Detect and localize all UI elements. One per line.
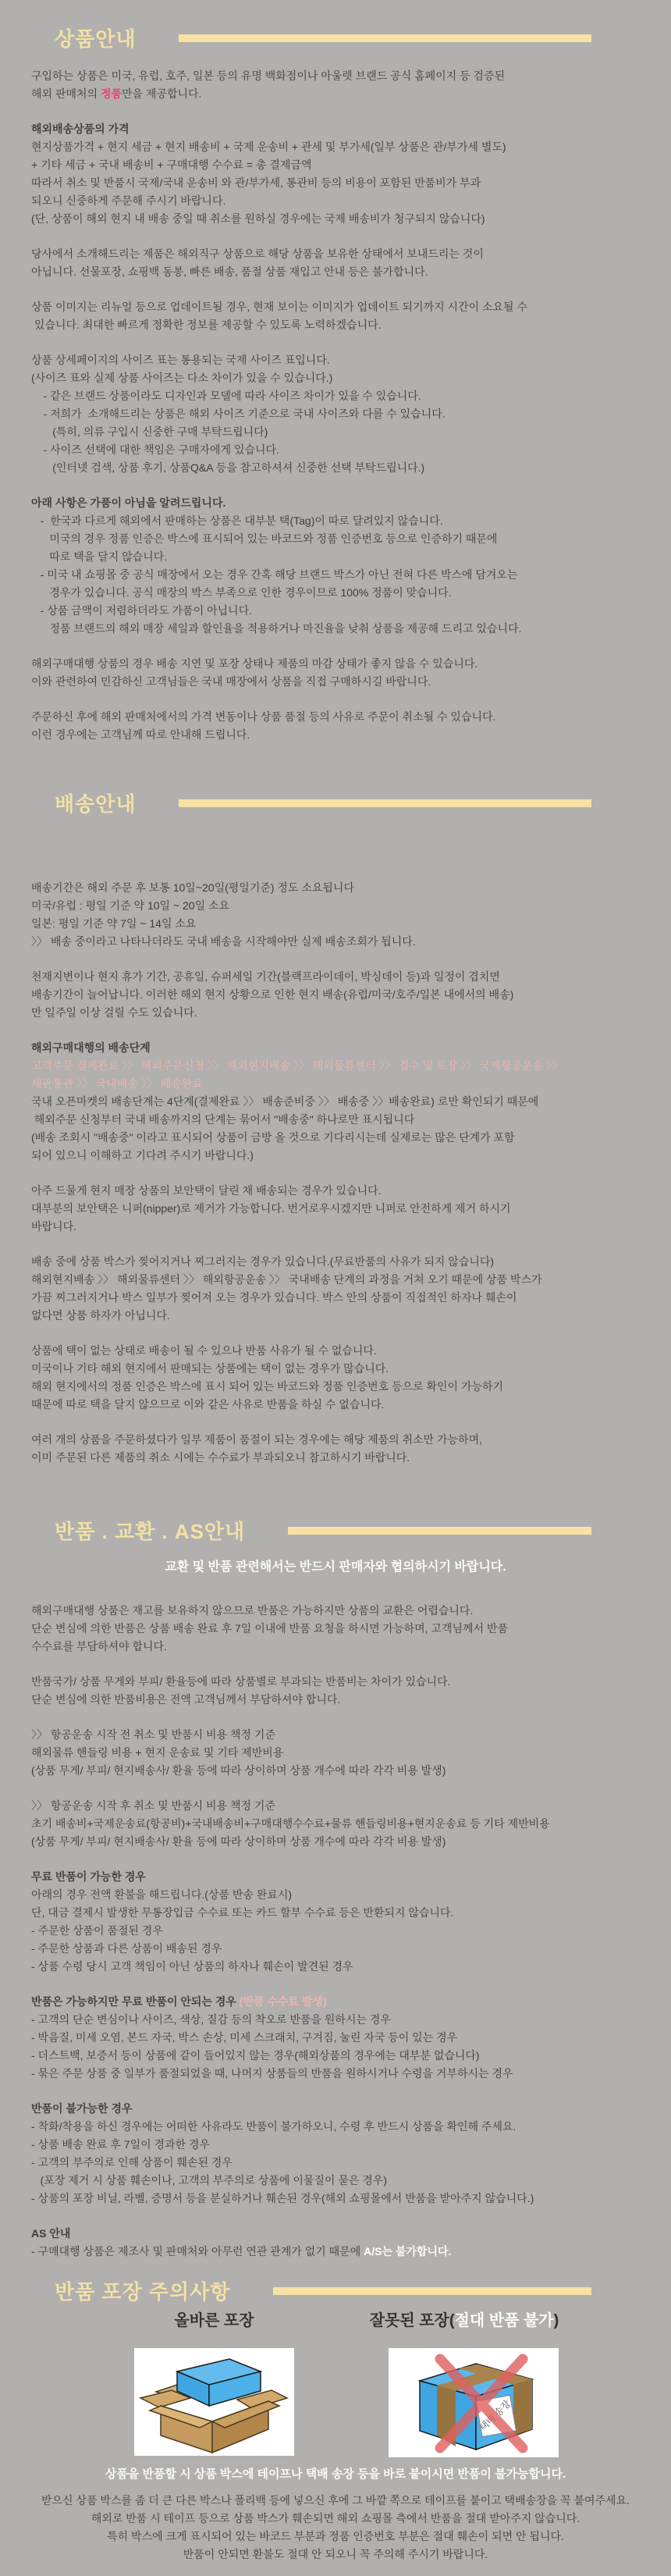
text-line: 특히 박스에 크게 표시되어 있는 바코드 부분과 정품 인증번호 부분은 절대 훼손이 되면 안 됩니다. <box>107 2530 564 2542</box>
wrong-packing-title-post: ) <box>553 2312 559 2329</box>
packing-warning-line: 상품을 반품할 시 상품 박스에 테이프나 택배 송장 등을 바로 붙이시면 반품이 불가능합니다. <box>105 2467 566 2481</box>
text-line: - 착화/착용을 하신 경우에는 어떠한 사유라도 반품이 불가하오니, 수령 후 반드시 상품을 확인해 주세요. <box>31 2120 517 2133</box>
correct-packing-image <box>134 2348 294 2456</box>
text-line: 미국이나 기타 해외 현지에서 판매되는 상품에는 택이 없는 경우가 많습니다. <box>31 1362 389 1375</box>
text-line: - 한국과 다르게 해외에서 판매하는 상품은 대부분 택(Tag)이 따로 달려있지 않습니다. <box>31 514 443 527</box>
product-section-body <box>31 67 641 761</box>
text-line: 단, 대금 결제시 발생한 무통장입금 수수료 또는 카드 할부 수수료 등은 반환되지 않습니다. <box>31 1906 454 1919</box>
paragraph <box>31 1797 641 1851</box>
wrong-packing-image <box>389 2348 559 2457</box>
wrong-packing-title <box>336 2307 593 2330</box>
paragraph <box>31 494 641 638</box>
text-line: 해외배송상품의 가격 <box>31 123 130 135</box>
text-line: 이와 관련하여 민감하신 고객님들은 국내 매장에서 상품을 직접 구매하시길 바랍니다. <box>31 675 431 688</box>
text-line: 상품 이미지는 리뉴얼 등으로 업데이트될 경우, 현재 보이는 이미지가 업데이트 되기까지 시간이 소요될 수 <box>31 301 527 313</box>
text-line: 해외 판매처의 정품만을 제공합니다. <box>31 87 202 100</box>
text-line: 대부분의 보안택은 니퍼(nipper)로 제거가 가능합니다. 번거로우시겠지만 니퍼로 안전하게 제거 하시기 <box>31 1202 511 1215</box>
text-line: 해외구매대행 상품의 경우 배송 지연 및 포장 상태나 제품의 마감 상태가 좋지 않을 수 있습니다. <box>31 657 478 670</box>
paragraph <box>31 879 641 951</box>
paragraph <box>31 298 641 334</box>
text-line: 해외구매대행의 배송단계 <box>31 1041 151 1054</box>
text-line: 단순 변심에 의한 반품은 상품 배송 완료 후 7일 이내에 반품 요청을 하시면 가능하며, 고객님께서 반품 <box>31 1622 508 1635</box>
text-line: 천재지변이나 현지 휴가 기간, 공휴일, 슈퍼세일 기간(블랙프라이데이, 박싱데이 등)과 일정이 겹치면 <box>31 970 500 983</box>
text-line: - 고객의 단순 변심이나 사이즈, 색상, 질감 등의 착오로 반품을 원하시는 경우 <box>31 2013 391 2026</box>
section-title-bar <box>179 799 591 807</box>
text-line: 〉〉 배송 중이라고 나타나더라도 국내 배송을 시작해야만 실제 배송조회가 됩니다. <box>31 935 416 948</box>
text-line: 초기 배송비+국제운송료(항공비)+국내배송비+구매대행수수료+물류 핸들링비용+현지운송료 등 기타 제반비용 <box>31 1817 550 1830</box>
text-line: 있습니다. 최대한 빠르게 정확한 정보를 제공할 수 있도록 노력하겠습니다. <box>31 318 382 331</box>
text-line: 해외물류 핸들링 비용 + 현지 운송료 및 기타 제반비용 <box>31 1746 284 1759</box>
paragraph <box>31 1431 641 1467</box>
text-line: - 저희가 소개해드리는 상품은 해외 사이즈 기준으로 국내 사이즈와 다를 수 있습니다. <box>31 407 446 420</box>
section-header-packing <box>0 2276 671 2305</box>
text-line: 미국의 경우 정품 인증은 박스에 표시되어 있는 바코드와 정품 인증번호 등으로 인증하기 때문에 <box>31 532 498 545</box>
paragraph <box>31 1673 641 1709</box>
text-line: (배송 조회시 "배송중" 이라고 표시되어 상품이 금방 올 것으로 기다리시는데 실제로는 많은 단계가 포함 <box>31 1131 515 1144</box>
text-line: 단순 변심에 의한 반품비용은 전액 고객님께서 부담하셔야 합니다. <box>31 1693 341 1706</box>
wrong-packing-title-pre: 잘못된 포장( <box>369 2312 455 2329</box>
text-line: 〉〉 항공운송 시작 전 취소 및 반품시 비용 책정 기준 <box>31 1728 275 1741</box>
text-line: - 고객의 부주의로 인해 상품이 훼손된 경우 <box>31 2156 233 2169</box>
text-line: - 사이즈 선택에 대한 책임은 구매자에게 있습니다. <box>31 443 279 456</box>
text-line: + 기타 세금 + 국내 배송비 + 구매대행 수수료 = 총 결제금액 <box>31 158 312 171</box>
text-line: 아닙니다. 선물포장, 쇼핑백 동봉, 빠른 배송, 품절 상품 재입고 안내 등은 불가합니다. <box>31 265 428 278</box>
paragraph <box>31 67 641 103</box>
text-line: - 박음질, 미세 오염, 본드 자국, 박스 손상, 미세 스크래치, 구겨짐, 눌린 자국 등이 있는 경우 <box>31 2031 458 2044</box>
text-line: 고객주문 결제완료 〉〉 해외주문신청 〉〉 해외현지배송 〉〉 해외물류센터 〉〉 검수 및 포장 〉〉 국제항공운송 〉〉 <box>31 1059 563 1072</box>
text-line: (특히, 의류 구입시 신중한 구매 부탁드립니다) <box>31 425 268 438</box>
text-line: - 구매대행 상품은 제조사 및 판매처와 아무런 연관 관계가 없기 때문에 A/S는 불가합니다. <box>31 2245 452 2258</box>
text-line: 일본: 평일 기준 약 7일 ~ 14일 소요 <box>31 917 197 930</box>
section-header-shipping <box>0 788 671 817</box>
text-line: (단, 상품이 해외 현지 내 배송 중일 때 취소를 원하실 경우에는 국제 배송비가 청구되지 않습니다) <box>31 212 485 225</box>
text-line: 구입하는 상품은 미국, 유럽, 호주, 일본 등의 유명 백화점이나 아울렛 브랜드 공식 홈페이지 등 검증된 <box>31 69 506 82</box>
text-line: 정품 브랜드의 해외 매장 세일과 할인율을 적용하거나 마진율을 낮춰 상품을 제공해 드리고 있습니다. <box>31 622 522 635</box>
paragraph <box>31 2225 641 2261</box>
paragraph <box>31 1039 641 1165</box>
text-line: 반품이 안되면 환불도 절대 안 되오니 꼭 주의해 주시기 바랍니다. <box>183 2548 488 2560</box>
text-line: - 미국 내 쇼핑몰 중 공식 매장에서 오는 경우 간혹 해당 브랜드 박스가 아닌 전혀 다른 박스에 담겨오는 <box>31 568 518 581</box>
text-line: 없다면 상품 하자가 아닙니다. <box>31 1309 170 1322</box>
text-line: 해외로 반품 시 테이프 등으로 상품 박스가 훼손되면 해외 쇼핑몰 측에서 반품을 절대 받아주지 않습니다. <box>91 2512 580 2524</box>
taped-box-icon <box>389 2348 559 2457</box>
text-line: 반품국가/ 상품 무게와 부피/ 환율등에 따라 상품별로 부과되는 반품비는 차이가 있습니다. <box>31 1675 451 1688</box>
text-line: 되오니 신중하게 주문해 주시기 바랍니다. <box>31 194 226 207</box>
paragraph <box>31 1253 641 1325</box>
section-title-bar <box>273 2287 591 2295</box>
text-line: 배송기간이 늘어납니다. 이러한 해외 현지 상황으로 인한 현지 배송(유럽/미국/호주/일본 내에서의 배송) <box>31 988 514 1001</box>
section-header-product <box>0 23 671 52</box>
text-line: (인터넷 검색, 상품 후기, 상품Q&A 등을 참고하셔셔 신중한 선택 부탁드립니다.) <box>31 461 425 474</box>
paragraph <box>31 1342 641 1414</box>
text-line: 세관통관 〉〉 국내배송 〉〉 배송완료 <box>31 1077 203 1090</box>
text-line: 받으신 상품 박스를 좀 더 큰 다른 박스나 폴리백 등에 넣으신 후에 그 바깥 쪽으로 테이프를 붙이고 택배송장을 꼭 붙여주세요. <box>41 2494 630 2507</box>
text-line: 만 일주일 이상 걸릴 수도 있습니다. <box>31 1006 197 1019</box>
returns-section-body <box>31 1602 641 2278</box>
text-line: 현지상품가격 + 현지 세금 + 현지 배송비 + 국제 운송비 + 관세 및 부가세(일부 상품은 관/부가세 별도) <box>31 141 506 153</box>
section-title-bar <box>179 34 591 42</box>
text-line: 상품 상세페이지의 사이즈 표는 통용되는 국제 사이즈 표입니다. <box>31 354 330 366</box>
text-line: - 같은 브랜드 상품이라도 디자인과 모델에 따라 사이즈 차이가 있을 수 있습니다. <box>31 390 421 402</box>
text-line: 바랍니다. <box>31 1220 76 1233</box>
wrong-packing-title-em: 절대 반품 불가 <box>454 2312 554 2329</box>
text-line: - 주문한 상품과 다른 상품이 배송된 경우 <box>31 1942 222 1955</box>
paragraph <box>31 120 641 228</box>
paragraph <box>31 1182 641 1236</box>
paragraph <box>31 1868 641 1976</box>
text-line: 때문에 따로 택을 달지 않으므로 이와 같은 사유로 반품을 하실 수 없습니다. <box>31 1398 385 1411</box>
paragraph <box>31 1726 641 1780</box>
text-line: 아래 사항은 가품이 아님을 알려드립니다. <box>31 496 226 509</box>
text-line: - 더스트백, 보증서 등이 상품에 같이 들어있지 않는 경우(해외상품의 경우에는 대부분 없습니다) <box>31 2049 480 2062</box>
text-line: 반품이 불가능한 경우 <box>31 2102 133 2115</box>
returns-notice: 교환 및 반품 관련해서는 반드시 판매자와 협의하시기 바랍니다. <box>165 1560 506 1574</box>
packing-footer-lines <box>0 2492 671 2564</box>
text-line: - 묶은 주문 상품 중 일부가 품절되었을 때, 나머지 상품들의 반품을 원하시거나 수령을 거부하시는 경우 <box>31 2067 513 2080</box>
text-line: 국내 오픈마켓의 배송단계는 4단계(결제완료 〉〉 배송준비중 〉〉 배송중 〉〉배송완료) 로만 확인되기 때문에 <box>31 1095 539 1108</box>
text-line: 주문하신 후에 해외 판매처에서의 가격 변동이나 상품 품절 등의 사유로 주문이 취소될 수 있습니다. <box>31 710 496 723</box>
text-line: 미국/유럽 : 평일 기준 약 10일 ~ 20일 소요 <box>31 899 230 912</box>
text-line: 당사에서 소개해드리는 제품은 해외직구 상품으로 해당 상품을 보유한 상태에서 보내드리는 것이 <box>31 247 484 260</box>
text-line: - 상품 수령 당시 고객 책임이 아닌 상품의 하자나 훼손이 발견된 경우 <box>31 1960 353 1973</box>
text-line: 반품은 가능하지만 무료 반품이 안되는 경우 (반품 수수료 발생) <box>31 1995 327 2008</box>
section-title-returns: 반품 . 교환 . AS안내 <box>55 1520 246 1543</box>
section-title-packing: 반품 포장 주의사항 <box>55 2280 231 2304</box>
text-line: 되어 있으니 이해하고 기다려 주시기 바랍니다.) <box>31 1149 254 1162</box>
text-line: - 주문한 상품이 품절된 경우 <box>31 1924 163 1937</box>
text-line: (상품 무게/ 부피/ 현지배송사/ 환율 등에 따라 상이하며 상품 개수에 따라 각각 비용 발생) <box>31 1764 446 1777</box>
text-line: 무료 반품이 가능한 경우 <box>31 1870 146 1883</box>
tape-strip-side <box>513 2379 532 2435</box>
text-line: 해외현지배송 〉〉 해외물류센터 〉〉 해외항공운송 〉〉 국내배송 단계의 과정을 거쳐 오기 때문에 상품 박스가 <box>31 1273 542 1286</box>
text-line: 배송기간은 해외 주문 후 보통 10일~20일(평일기준) 정도 소요됩니다 <box>31 881 354 894</box>
text-line: 해외 현지에서의 정품 인증은 박스에 표시 되어 있는 바코드와 정품 인증번호 등으로 확인이 가능하기 <box>31 1380 504 1393</box>
paragraph <box>31 351 641 477</box>
text-line: AS 안내 <box>31 2227 71 2240</box>
text-line: 따로 택을 달지 않습니다. <box>31 550 168 563</box>
text-line: 따라서 취소 및 반품시 국제/국내 운송비 와 관/부가세, 통관비 등의 비용이 포함된 반품비가 부과 <box>31 176 481 189</box>
text-line: 여러 개의 상품을 주문하셨다가 일부 제품이 품절이 되는 경우에는 해당 제품의 취소만 가능하며, <box>31 1433 482 1446</box>
text-line: (포장 제거 시 상품 훼손이나, 고객의 부주의로 상품에 이물질이 묻은 경우) <box>31 2174 387 2186</box>
section-title-shipping: 배송안내 <box>55 792 137 816</box>
text-line: - 상품 배송 완료 후 7일이 경과한 경우 <box>31 2138 211 2151</box>
text-line: 아주 드물게 현지 매장 상품의 보안택이 달린 채 배송되는 경우가 있습니다. <box>31 1184 382 1197</box>
section-title-product: 상품안내 <box>55 27 137 51</box>
text-line: 〉〉 항공운송 시작 후 취소 및 반품시 비용 책정 기준 <box>31 1799 275 1812</box>
section-header-returns <box>0 1516 671 1545</box>
text-line: 해외구매대행 상품은 재고를 보유하지 않으므로 반품은 가능하지만 상품의 교환은 어렵습니다. <box>31 1604 474 1617</box>
section-title-bar <box>288 1527 591 1535</box>
paragraph <box>31 1993 641 2083</box>
paragraph <box>31 1602 641 1656</box>
text-line: 이미 주문된 다른 제품의 취소 시에는 수수료가 부과되오니 참고하시기 바랍니다. <box>31 1451 410 1464</box>
text-line: 수수료를 부담하셔야 합니다. <box>31 1640 167 1653</box>
text-line: 가끔 찌그러지거나 박스 일부가 찢어져 오는 경우가 있습니다. 박스 안의 상품이 직접적인 하자나 훼손이 <box>31 1291 517 1304</box>
paragraph <box>31 708 641 744</box>
text-line: 이런 경우에는 고객님께 따로 안내해 드립니다. <box>31 728 250 741</box>
correct-packing-title: 올바른 포장 <box>174 2312 254 2329</box>
paragraph <box>31 968 641 1022</box>
text-line: - 상품 금액이 저렴하더라도 가품이 아닙니다. <box>31 604 253 617</box>
paragraph <box>31 2100 641 2208</box>
text-line: - 상품의 포장 비닐, 라벨, 증명서 등을 분실하거나 훼손된 경우(해외 쇼핑몰에서 반품을 받아주지 않습니다.) <box>31 2192 534 2204</box>
text-line: 아래의 경우 전액 환불을 해드립니다.(상품 반송 완료시) <box>31 1888 293 1901</box>
text-line: (상품 무게/ 부피/ 현지배송사/ 환율 등에 따라 상이하며 상품 개수에 따라 각각 비용 발생) <box>31 1835 446 1848</box>
text-line: 상품에 택이 없는 상태로 배송이 될 수 있으나 반품 사유가 될 수 없습니다. <box>31 1344 377 1357</box>
text-line: 경우가 있습니다. 공식 매장의 박스 부족으로 인한 경우이므로 100% 정품이 맞습니다. <box>31 586 452 599</box>
paragraph <box>31 245 641 281</box>
text-line: 해외주문 신청부터 국내 배송까지의 단계는 묶어서 "배송중" 하나로만 표시됩니다 <box>31 1113 415 1126</box>
paragraph <box>31 655 641 691</box>
shipping-section-body <box>31 879 641 1484</box>
open-box-icon <box>134 2348 294 2456</box>
text-line: 배송 중에 상품 박스가 찢어지거나 찌그러지는 경우가 있습니다.(무료반품의 사유가 되지 않습니다) <box>31 1255 495 1268</box>
text-line: (사이즈 표와 실제 상품 사이즈는 다소 차이가 있을 수 있습니다.) <box>31 372 333 384</box>
